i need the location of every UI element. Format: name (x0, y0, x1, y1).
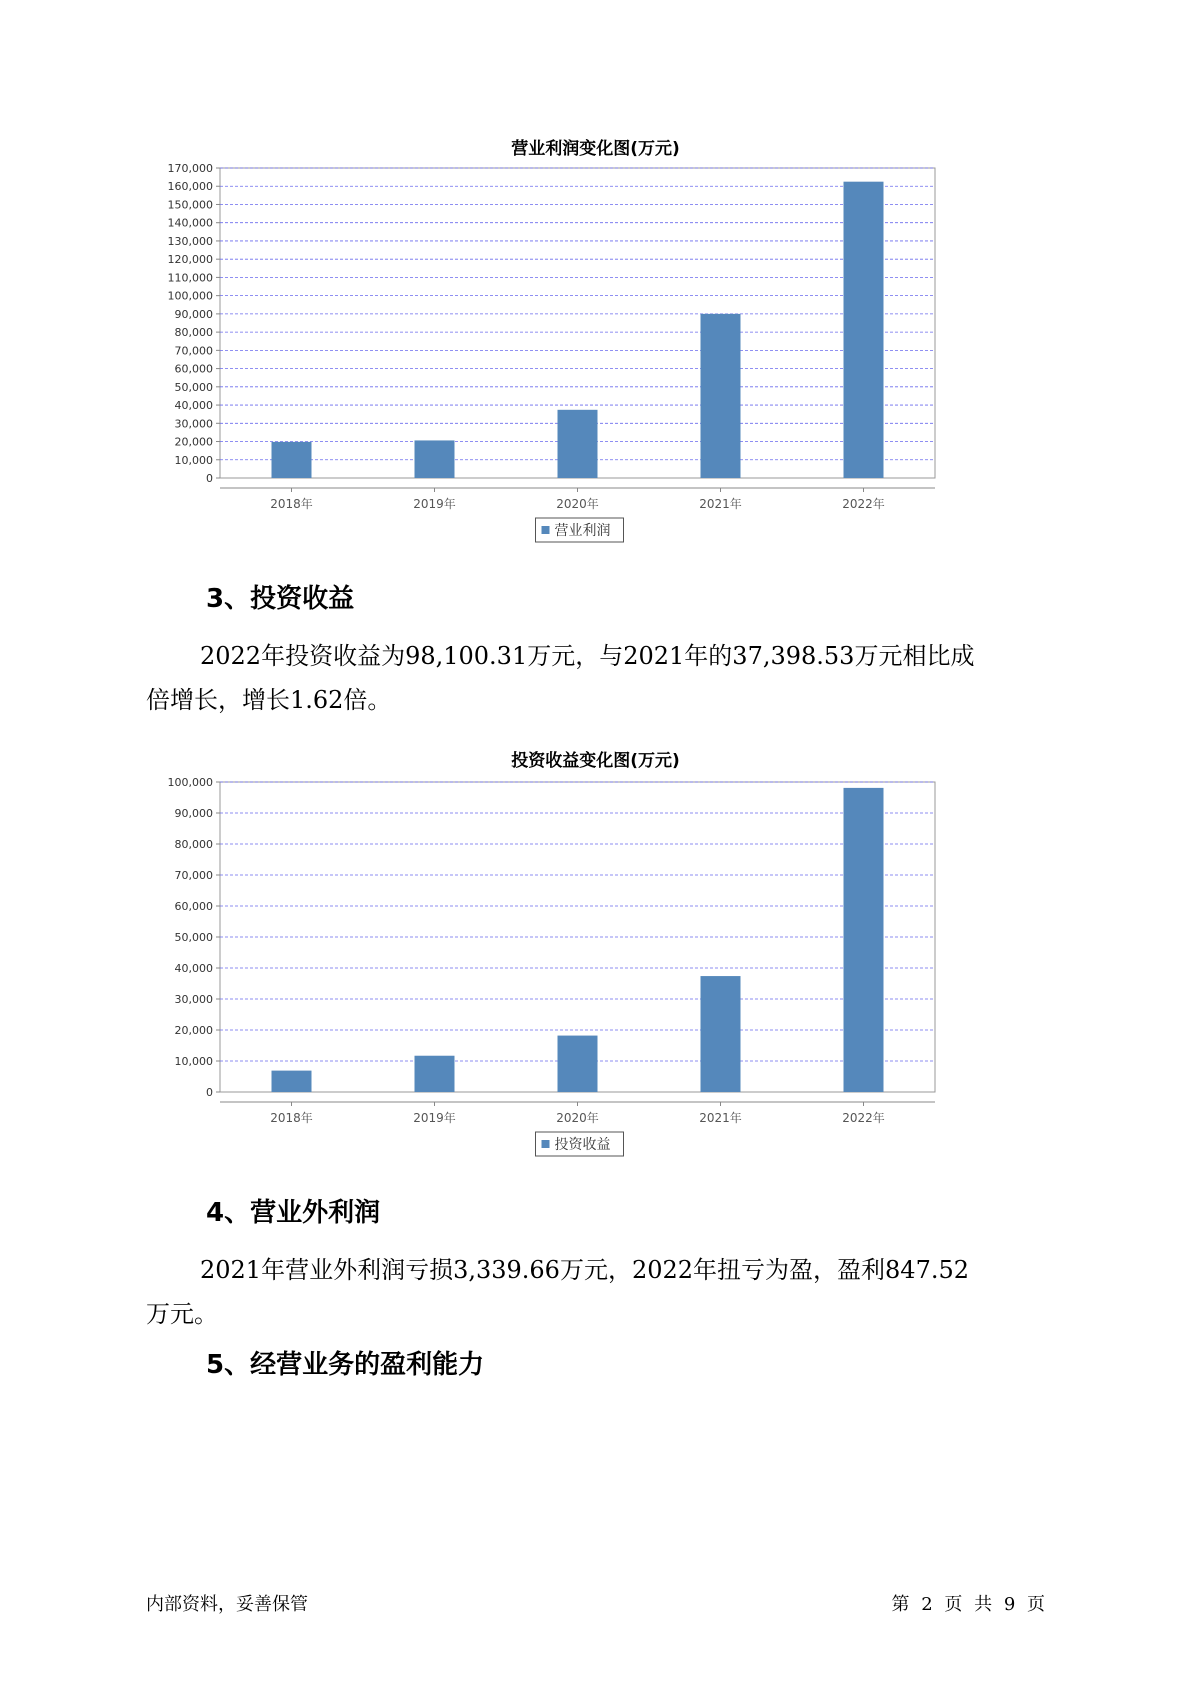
x-tick-label: 2018年 (270, 497, 313, 511)
bar-2018年 (272, 442, 312, 478)
investment-income-chart (150, 774, 1030, 1164)
legend-swatch (542, 526, 550, 534)
section-4-paragraph (146, 1248, 1046, 1336)
y-tick-label: 110,000 (167, 271, 213, 285)
y-tick-label: 20,000 (174, 435, 213, 449)
section-3-heading: 3、投资收益 (206, 584, 355, 614)
bar-2019年 (415, 1056, 455, 1092)
operating-profit-chart (150, 160, 1030, 550)
bar-2018年 (272, 1071, 312, 1092)
section-3-line-1: 2022年投资收益为98,100.31万元，与2021年的37,398.53万元相比成 (200, 642, 975, 670)
section-4-line-2: 万元。 (146, 1300, 218, 1328)
x-tick-label: 2021年 (699, 497, 742, 511)
y-tick-label: 90,000 (174, 307, 213, 321)
y-tick-label: 120,000 (167, 253, 213, 267)
y-tick-label: 100,000 (167, 289, 213, 303)
y-tick-label: 170,000 (167, 162, 213, 175)
bar-2022年 (844, 788, 884, 1092)
x-tick-label: 2019年 (413, 1111, 456, 1125)
y-tick-label: 10,000 (174, 1055, 213, 1068)
section-3-paragraph (146, 634, 1046, 722)
chart1-title: 营业利润变化图(万元) (511, 139, 680, 159)
y-tick-label: 60,000 (174, 362, 213, 376)
section-4-line-1: 2021年营业外利润亏损3,339.66万元，2022年扭亏为盈，盈利847.52 (200, 1256, 970, 1284)
bar-2022年 (844, 182, 884, 478)
y-tick-label: 20,000 (174, 1024, 213, 1037)
y-tick-label: 50,000 (174, 931, 213, 944)
legend-swatch (542, 1140, 550, 1148)
bar-2020年 (558, 1036, 598, 1092)
x-tick-label: 2019年 (413, 497, 456, 511)
section-4-heading: 4、营业外利润 (206, 1198, 381, 1228)
y-tick-label: 30,000 (174, 417, 213, 431)
y-tick-label: 0 (206, 1086, 213, 1099)
chart2-title: 投资收益变化图(万元) (511, 751, 680, 771)
y-tick-label: 160,000 (167, 180, 213, 194)
y-tick-label: 40,000 (174, 962, 213, 975)
bar-2020年 (558, 410, 598, 478)
x-tick-label: 2020年 (556, 497, 599, 511)
y-tick-label: 60,000 (174, 900, 213, 913)
x-tick-label: 2022年 (842, 1111, 885, 1125)
y-tick-label: 80,000 (174, 838, 213, 851)
section-5-heading: 5、经营业务的盈利能力 (206, 1350, 485, 1380)
footer-page-number: 第 2 页 共 9 页 (891, 1594, 1045, 1615)
y-tick-label: 150,000 (167, 198, 213, 212)
y-tick-label: 30,000 (174, 993, 213, 1006)
y-tick-label: 140,000 (167, 216, 213, 230)
x-tick-label: 2020年 (556, 1111, 599, 1125)
y-tick-label: 0 (206, 472, 213, 485)
y-tick-label: 70,000 (174, 869, 213, 882)
y-tick-label: 80,000 (174, 326, 213, 340)
x-tick-label: 2022年 (842, 497, 885, 511)
legend-label: 投资收益 (554, 1137, 611, 1153)
x-tick-label: 2018年 (270, 1111, 313, 1125)
section-3-line-2: 倍增长，增长1.62倍。 (146, 686, 392, 714)
y-tick-label: 90,000 (174, 807, 213, 820)
bar-2021年 (701, 314, 741, 478)
y-tick-label: 40,000 (174, 399, 213, 413)
x-tick-label: 2021年 (699, 1111, 742, 1125)
y-tick-label: 10,000 (174, 453, 213, 467)
y-tick-label: 100,000 (167, 776, 213, 789)
footer-confidential-note: 内部资料，妥善保管 (146, 1594, 308, 1615)
y-tick-label: 70,000 (174, 344, 213, 358)
bar-2021年 (701, 976, 741, 1092)
y-tick-label: 130,000 (167, 234, 213, 248)
y-tick-label: 50,000 (174, 380, 213, 394)
legend-label: 营业利润 (554, 523, 611, 539)
bar-2019年 (415, 440, 455, 478)
